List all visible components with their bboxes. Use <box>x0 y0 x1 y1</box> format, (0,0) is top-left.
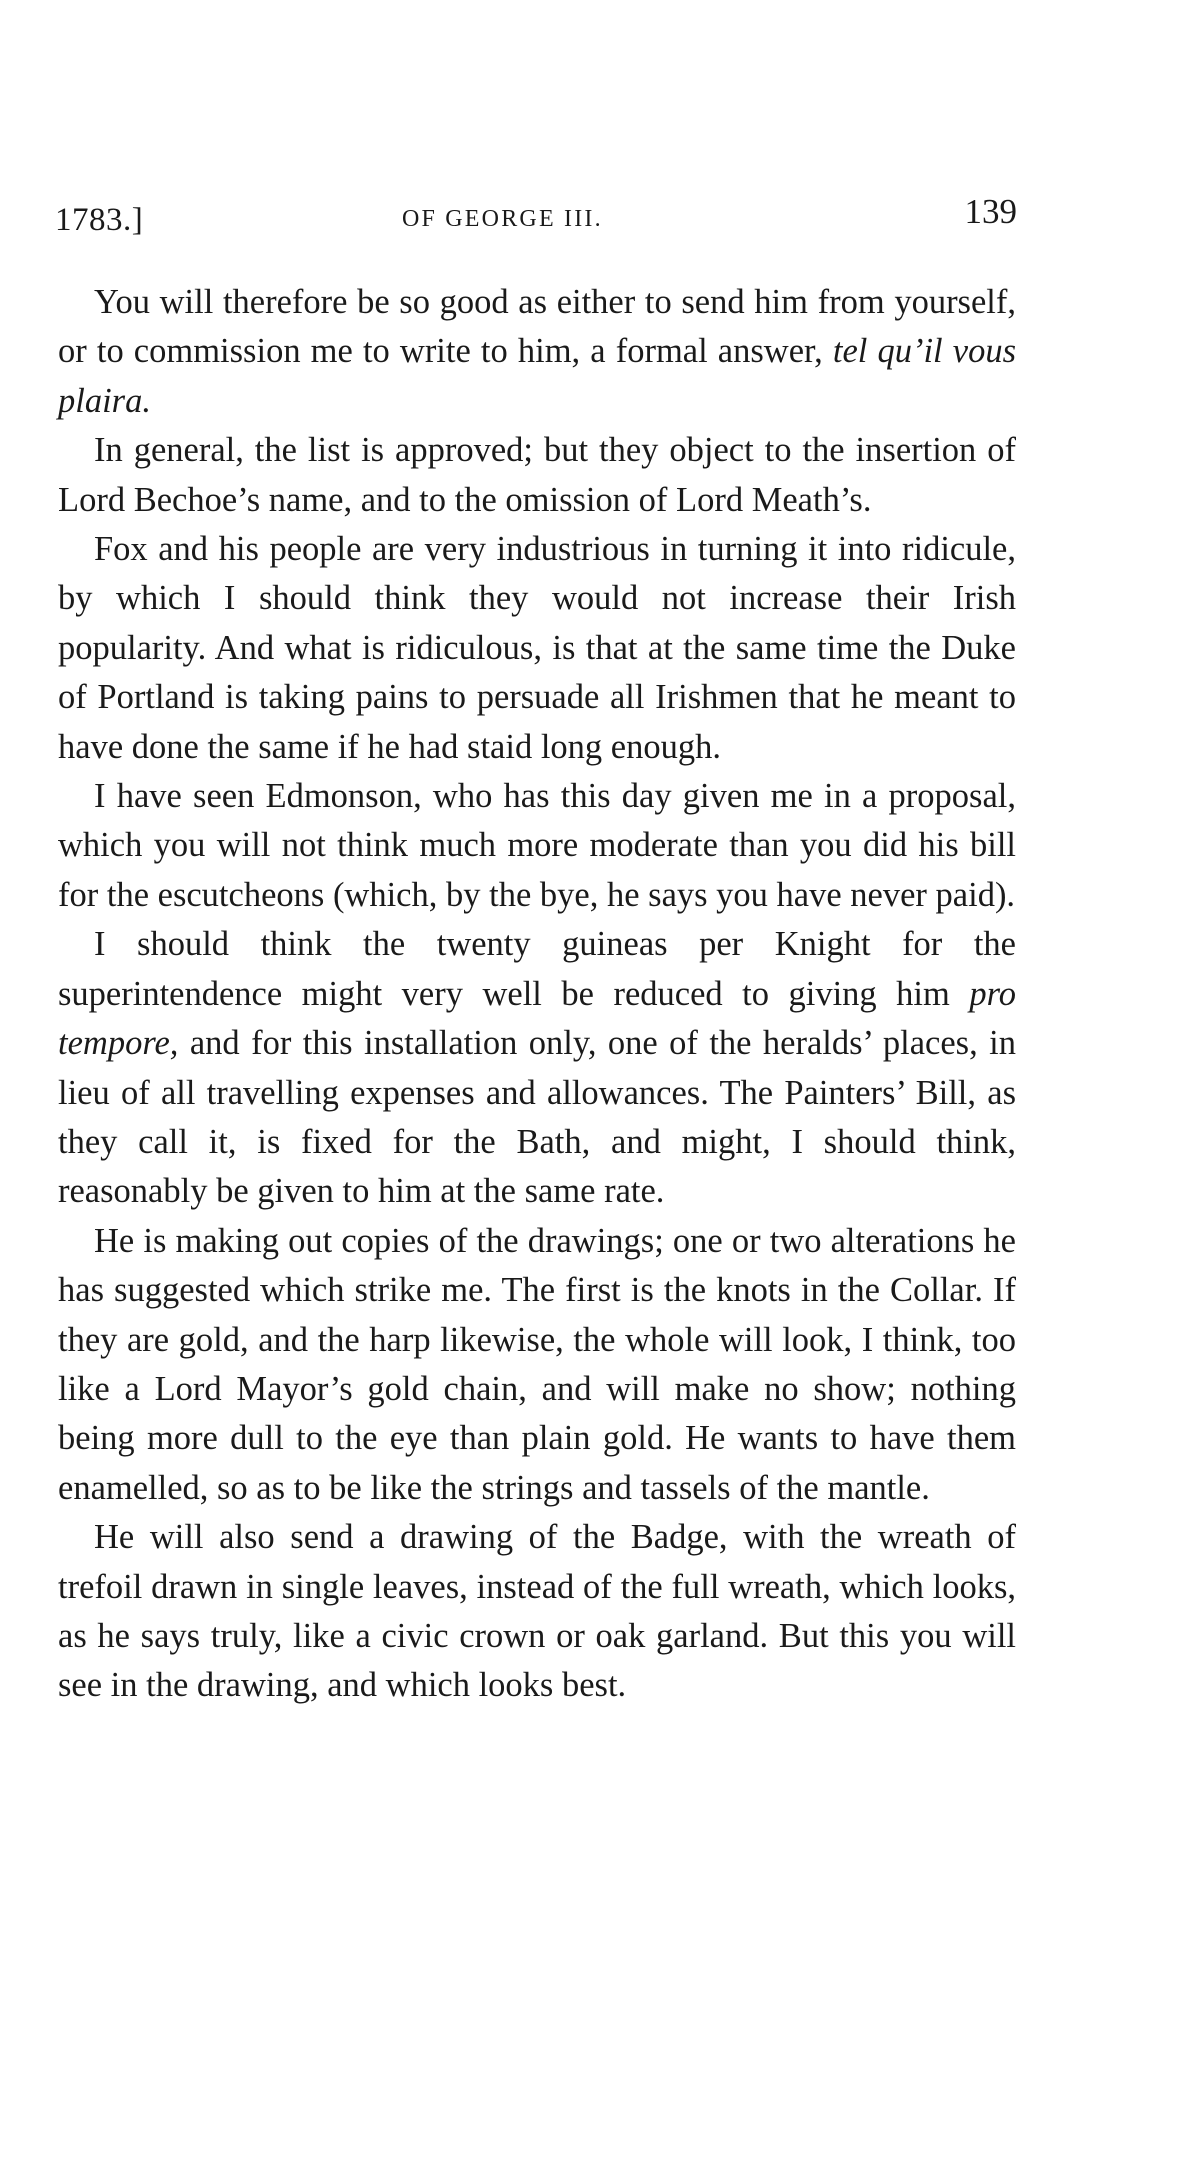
body-text <box>58 278 1016 1711</box>
paragraph-4: I have seen Edmonson, who has this day given me in a proposal, which you will not think much more moderate than you did his bill for the escutcheons (which, by the bye, he says you have never paid). <box>58 777 1016 914</box>
running-head-year: 1783.] <box>55 202 144 238</box>
running-head-title: OF GEORGE III. <box>402 206 603 232</box>
page-number: 139 <box>964 192 1017 231</box>
paragraph-1-text: You will therefore be so good as either to send him from yourself, or to commission me to write to him, a formal answer, <box>58 283 1016 371</box>
paragraph-7: He will also send a drawing of the Badge, with the wreath of trefoil drawn in single leaves, instead of the full wreath, which looks, as he says truly, like a civic crown or oak garland. But this you will see in the drawing, and which looks best. <box>58 1518 1016 1705</box>
paragraph-1 <box>58 278 1016 426</box>
paragraph-5-tail: and for this installation only, one of the heralds’ places, in lieu of all travelling expenses and allowances. The Painters’ Bill, as they call it, is fixed for the Bath, and might, I should think, reasonably be given to him at the same rate. <box>58 1024 1016 1211</box>
paragraph-5 <box>58 920 1016 1216</box>
paragraph-6: He is making out copies of the drawings; one or two alterations he has suggested which strike me. The first is the knots in the Collar. If they are gold, and the harp likewise, the whole will look, I think, too like a Lord Mayor’s gold chain, and will make no show; nothing being more dull to the eye than plain gold. He wants to have them enamelled, so as to be like the strings and tassels of the mantle. <box>58 1221 1016 1507</box>
paragraph-1-italic: tel qu’il vous plaira. <box>58 332 1016 420</box>
paragraph-3: Fox and his people are very industrious in turning it into ridicule, by which I should think they would not increase their Irish popularity. And what is ridiculous, is that at the same time the Duke of Portland is taking pains to persuade all Irishmen that he meant to have done the same if he had staid long enough. <box>58 530 1016 766</box>
paragraph-5-italic: pro tempore, <box>58 974 1016 1063</box>
paragraph-2: In general, the list is approved; but they object to the insertion of Lord Bechoe’s name, and to the omission of Lord Meath’s. <box>58 431 1016 519</box>
running-head <box>55 188 1015 248</box>
paragraph-5-text: I should think the twenty guineas per Knight for the superintendence might very well be reduced to giving him <box>58 925 1016 1013</box>
